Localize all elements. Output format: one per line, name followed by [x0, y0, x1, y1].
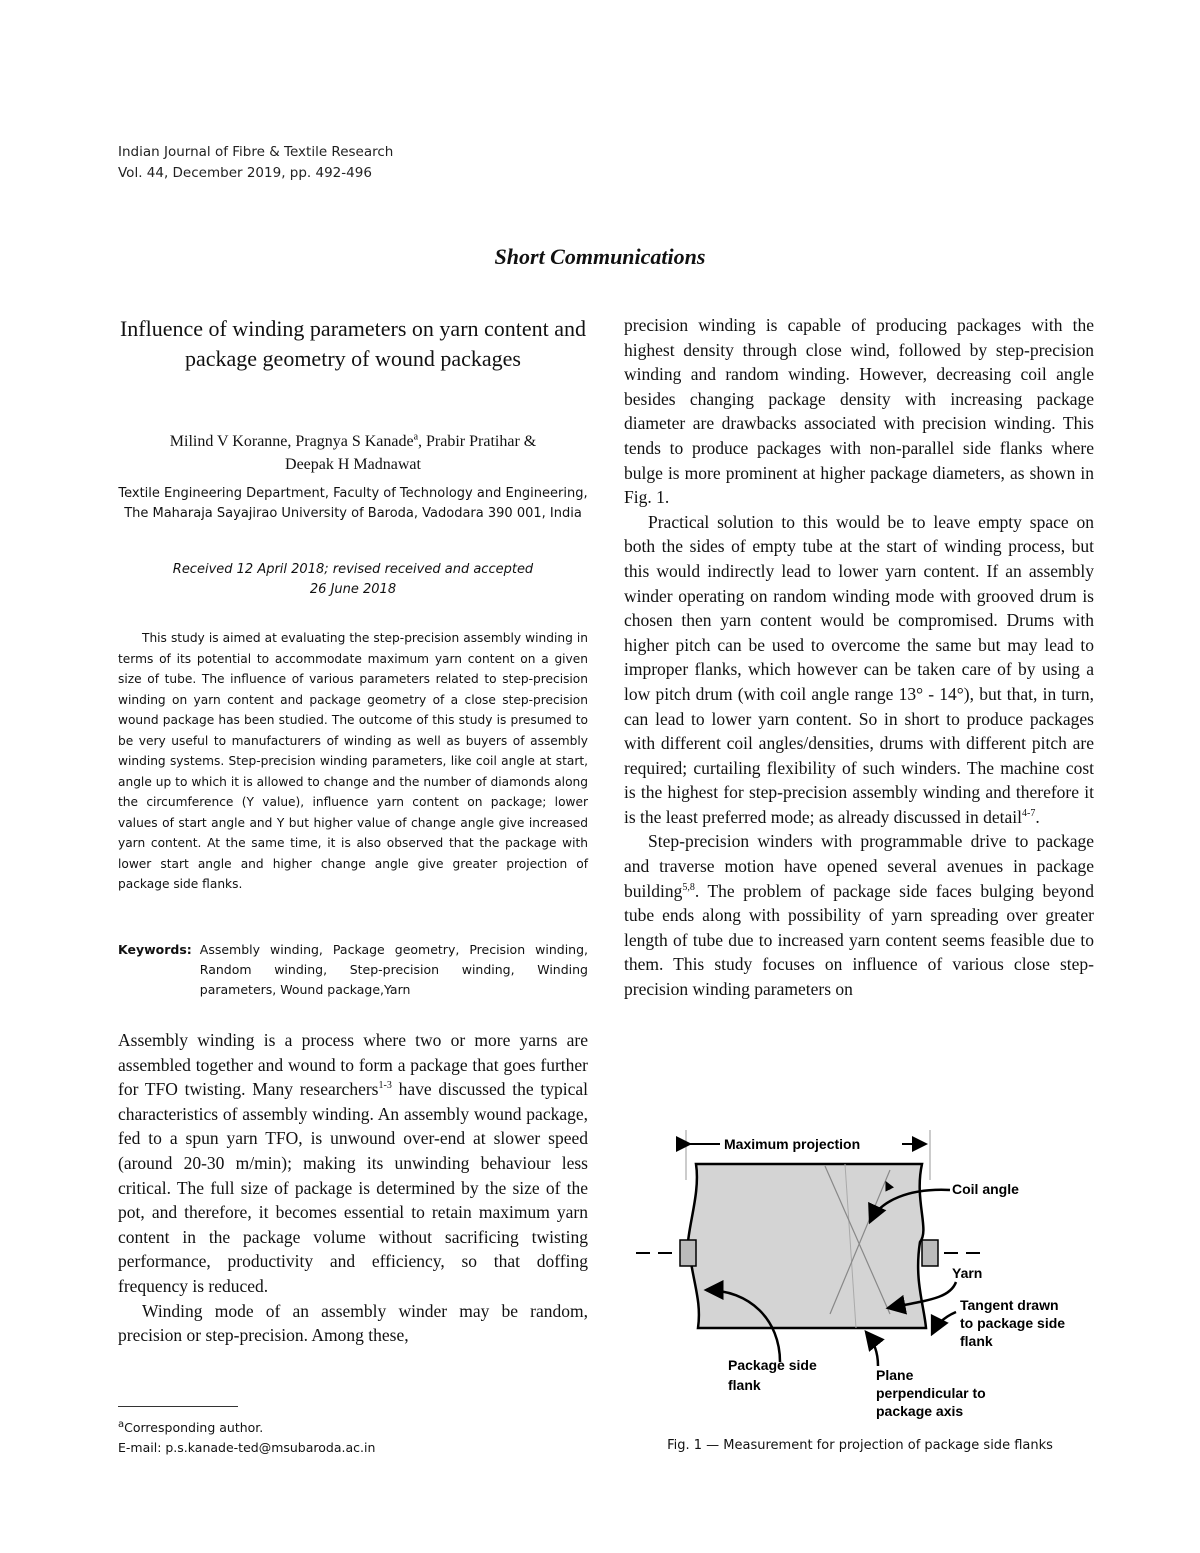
tube-end-right [922, 1240, 938, 1266]
author-line-2: Deepak H Madnawat [285, 456, 421, 473]
body-paragraph: Step-precision winders with programmable drive to package and traverse motion have opened several avenues in package building$^{5,8}$. The problem of package side faces bulging beyond tube ends along with possibility of yarn spreading over greater length of tube due to increased yarn content seems feasible due to them. This study focuses on influence of various close step-precision winding parameters on [624, 831, 1094, 1000]
received-dates: Received 12 April 2018; revised received and accepted 26 June 2018 [172, 562, 534, 597]
paper-title: Influence of winding parameters on yarn content and package geometry of wound packages [119, 316, 587, 371]
body-column-left [118, 1028, 588, 1348]
label-side-flank-2: flank [728, 1377, 761, 1393]
label-coil-angle: Coil angle [952, 1181, 1019, 1197]
journal-header [118, 142, 393, 184]
label-tangent-2: to package side [960, 1315, 1066, 1331]
label-side-flank-1: Package side [728, 1357, 817, 1373]
body-column-right [624, 313, 1094, 1002]
journal-name: Indian Journal of Fibre & Textile Research [118, 144, 394, 160]
label-tangent-3: flank [960, 1333, 993, 1349]
abstract: This study is aimed at evaluating the step-precision assembly winding in terms of its potential to accommodate maximum yarn content on a given size of tube. The influence of various parameters related to step-precision winding on yarn content and package geometry of a close step-precision wound package has been studied. The outcome of this study is presumed to be very useful to manufacturers of winding as well as buyers of assembly winding systems. Step-precision winding parameters, like coil angle at start, angle up to which it is allowed to change and the number of diamonds along the circumference (Y value), influence yarn content on package; lower values of start angle and Y but higher value of change angle give increased yarn content. At the same time, it is also observed that the package with lower start angle and higher change angle give greater projection of package side flanks. [118, 631, 588, 891]
label-yarn: Yarn [952, 1265, 983, 1281]
body-paragraph: Assembly winding is a process where two or more yarns are assembled together and wound to form a package that goes further for TFO twisting. Many researchers$^{1-3}$ have discussed the typical characteristics of assembly winding. An assembly wound package, fed to a spun yarn TFO, is unwound over-end at slower speed (around 20-30 m/min); making its unwinding behaviour less critical. The full size of package is determined by the size of the pot, and therefore, it becomes essential to retain maximum yarn content in the package volume without sacrificing twisting performance, productivity and efficiency, so that doffing frequency is reduced. [118, 1030, 588, 1296]
plane-pointer [866, 1332, 878, 1366]
wound-package [688, 1164, 926, 1328]
keywords-text: Assembly winding, Package geometry, Precision winding, Random winding, Step-precision winding, Winding parameters, Wound package,Yarn [199, 942, 588, 997]
body-paragraph: Winding mode of an assembly winder may be random, precision or step-precision. Among these, [118, 1300, 588, 1346]
author-list [118, 430, 588, 476]
label-plane-1: Plane [876, 1367, 914, 1383]
figure-caption: Fig. 1 — Measurement for projection of package side flanks [667, 1438, 1053, 1453]
label-plane-2: perpendicular to [876, 1385, 986, 1401]
tube-end-left [680, 1240, 696, 1266]
section-heading: Short Communications [494, 244, 706, 269]
keywords-label: Keywords: [118, 942, 192, 957]
footnote-email: E-mail: p.s.kanade-ted@msubaroda.ac.in [118, 1440, 376, 1455]
keywords [118, 940, 588, 1000]
footnote-rule [118, 1406, 238, 1407]
affiliation: Textile Engineering Department, Faculty of Technology and Engineering, The Maharaja Sayajirao University of Baroda, Vadodara 390 001, India [118, 486, 588, 521]
label-plane-3: package axis [876, 1403, 964, 1419]
package-diagram [630, 1130, 1090, 1430]
author-line-1: Milind V Koranne, Pragnya S Kanade$^a$, Prabir Pratihar & [169, 431, 537, 450]
label-max-projection: Maximum projection [724, 1136, 861, 1152]
footnote: $^a$Corresponding author. E-mail: p.s.kanade-ted@msubaroda.ac.in [118, 1418, 375, 1458]
tangent-pointer [932, 1312, 956, 1334]
journal-volume: Vol. 44, December 2019, pp. 492-496 [118, 165, 372, 181]
body-paragraph: Practical solution to this would be to leave empty space on both the sides of empty tube at the start of winding process, but this would indirectly lead to lower yarn content. If an assembly winder operating on random winding mode with grooved drum is chosen then yarn content would be compromised. Drums with higher pitch can be used to overcome the same but may lead to improper flanks, which however can be taken care of by using a low pitch drum (with coil angle range 13° - 14°), but that, in turn, can lead to lower yarn content. So in short to produce packages with different coil angles/densities, drums with different pitch are required; curtailing flexibility of such winders. The machine cost is the highest for step-precision assembly winding and therefore it is the least preferred mode; as already discussed in detail$^{4-7}$. [624, 511, 1094, 827]
label-tangent-1: Tangent drawn [960, 1297, 1059, 1313]
body-paragraph: precision winding is capable of producing packages with the highest density through close wind, followed by step-precision winding and random winding. However, decreasing coil angle besides changing package density with increasing package diameter are drawbacks associated with precision winding. This tends to produce packages with non-parallel side flanks where bulge is more prominent at higher package diameters, as shown in Fig. 1. [624, 315, 1094, 508]
